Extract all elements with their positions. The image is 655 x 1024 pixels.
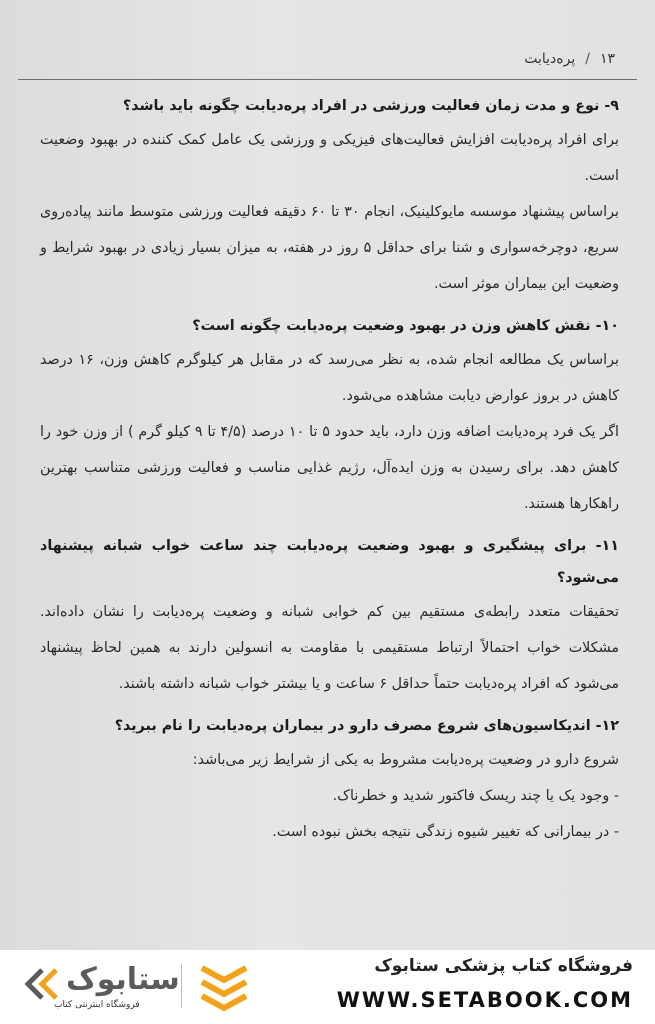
- list-item: - در بیمارانی که تغییر شیوه زندگی نتیجه بخش نبوده است.: [272, 824, 619, 840]
- paragraph: براساس یک مطالعه انجام شده، به نظر می‌رسد که در مقابل هر کیلوگرم کاهش وزن، ۱۶ درصد کاهش در بروز عوارض دیابت مشاهده می‌شود.: [40, 352, 619, 404]
- header-separator: /: [585, 51, 590, 67]
- page-number: ۱۳: [599, 51, 615, 67]
- stacked-chevron-icon: [196, 960, 252, 1014]
- list-item: - وجود یک یا چند ریسک فاکتور شدید و خطرناک.: [332, 788, 619, 804]
- question-heading: ۱۰- نقش کاهش وزن در بهبود وضعیت پره‌دیابت چگونه است؟: [192, 318, 619, 334]
- setabook-logo[interactable]: [20, 960, 185, 1014]
- paragraph: برای افراد پره‌دیابت افزایش فعالیت‌های فیزیکی و ورزشی یک عامل کمک کننده در بهبود وضعیت است.: [40, 132, 619, 184]
- logo-subtitle: فروشگاه اینترنتی کتاب: [54, 1000, 140, 1010]
- store-footer: [0, 950, 655, 1024]
- question-heading: ۹- نوع و مدت زمان فعالیت ورزشی در افراد پره‌دیابت چگونه باید باشد؟: [122, 98, 619, 114]
- paragraph: شروع دارو در وضعیت پره‌دیابت مشروط به یکی از شرایط زیر می‌باشد:: [192, 752, 619, 768]
- header-rule: [18, 79, 637, 80]
- page-content: [40, 90, 619, 850]
- paragraph: براساس پیشنهاد موسسه مایوکلینیک، انجام ۳۰ تا ۶۰ دقیقه فعالیت ورزشی متوسط مانند پیاده‌روی سریع، دوچرخه‌سواری و شنا برای حداقل ۵ روز در هفته، به میزان بسیار زیادی در بهبود شرایط و وضعیت این بیماران موثر است.: [40, 204, 619, 292]
- indication-list: [40, 778, 619, 850]
- question-heading: ۱۱- برای پیشگیری و بهبود وضعیت پره‌دیابت چند ساعت خواب شبانه پیشنهاد می‌شود؟: [40, 538, 619, 586]
- store-name: فروشگاه کتاب پزشکی ستابوک: [374, 956, 633, 976]
- question-heading: ۱۲- اندیکاسیون‌های شروع مصرف دارو در بیماران پره‌دیابت را نام ببرید؟: [114, 718, 619, 734]
- paragraph: تحقیقات متعدد رابطه‌ی مستقیم بین کم خوابی شبانه و وضعیت پره‌دیابت را نشان داده‌اند. مشکلات خواب احتمالاً ارتباط مستقیمی با مقاومت به انسولین دارند به همین لحاظ پیشنهاد می‌شود که افراد پره‌دیابت حتماً حداقل ۶ ساعت و یا بیشتر خواب شبانه داشته باشند.: [40, 604, 619, 692]
- store-url-link[interactable]: WWW.SETABOOK.COM: [336, 988, 633, 1012]
- running-head: [40, 44, 615, 74]
- logo-divider: [181, 964, 182, 1008]
- double-chevron-icon: [20, 964, 66, 1004]
- book-title: پره‌دیابت: [524, 51, 576, 67]
- logo-wordmark: ستابوک: [66, 962, 180, 997]
- paragraph: اگر یک فرد پره‌دیابت اضافه وزن دارد، باید حدود ۵ تا ۱۰ درصد (۴/۵ تا ۹ کیلو گرم ) از وزن خود را کاهش دهد. برای رسیدن به وزن ایده‌آل، رژیم غذایی مناسب و فعالیت ورزشی متناسب بهترین راهکارها هستند.: [40, 424, 619, 512]
